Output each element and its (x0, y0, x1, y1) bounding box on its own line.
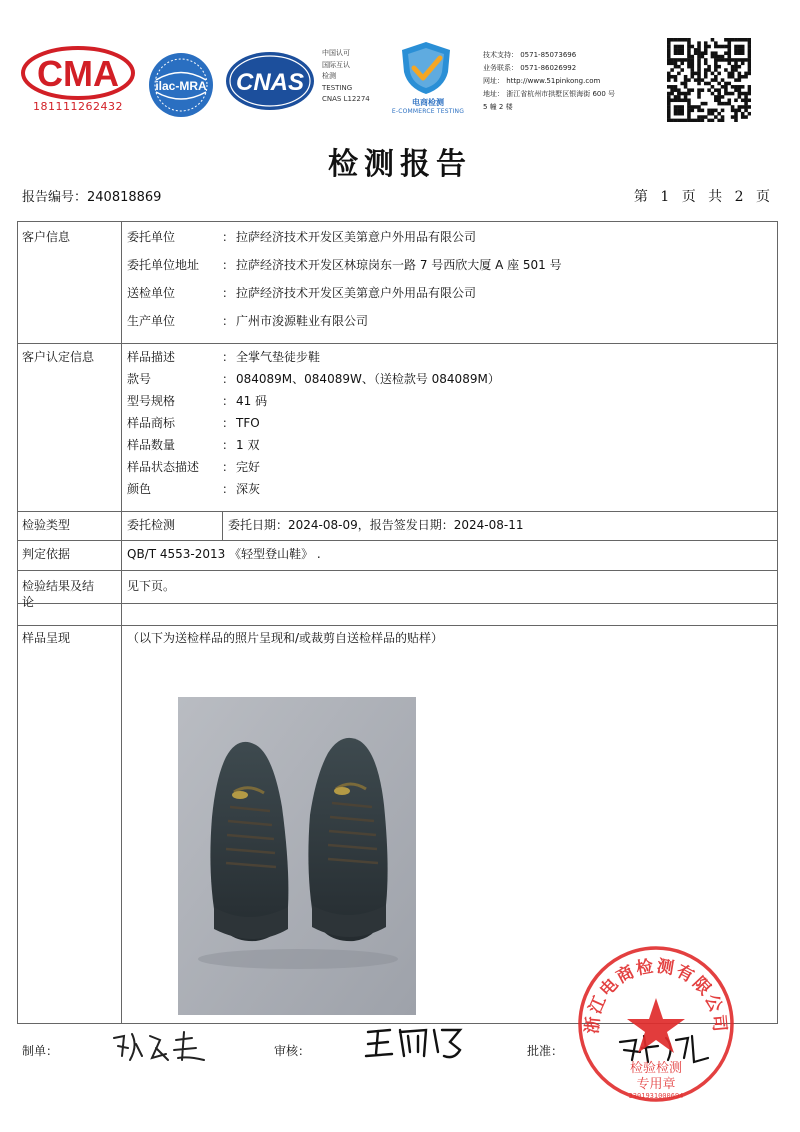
section-label-basis: 判定依据 (22, 547, 71, 561)
ecom-testing-name-en: E-COMMERCE TESTING (391, 108, 465, 115)
field-value: TFO (236, 416, 260, 430)
section-label-customer: 客户信息 (22, 230, 71, 244)
contact-address: 地址： 浙江省杭州市拱墅区银海街 600 号 (483, 90, 616, 98)
field-value: 41 码 (236, 394, 268, 408)
table-divider (17, 570, 778, 571)
page-info: 第 1 页 共 2 页 (633, 189, 774, 205)
cma-logo-text: CMA (37, 53, 119, 94)
field-colon: ： (222, 460, 235, 474)
section-label-result-line2: 论 (22, 595, 35, 609)
official-seal-stamp (576, 944, 736, 1104)
section-label-inspection-type: 检验类型 (22, 518, 71, 532)
report-number-value: 240818869 (87, 190, 162, 205)
field-colon: ： (222, 394, 235, 408)
page-title: 检测报告 (328, 147, 472, 182)
qr-code-icon (667, 38, 751, 122)
field-label: 颜色 (127, 482, 152, 496)
field-value: 拉萨经济技术开发区美第意户外用品有限公司 (236, 230, 477, 244)
contact-address-cont: 5 幢 2 楼 (483, 103, 513, 111)
svg-text:3301931000694: 3301931000694 (628, 1092, 684, 1100)
accreditation-line: 检测 (322, 72, 336, 80)
field-value: 全掌气垫徒步鞋 (236, 350, 321, 364)
field-value: 广州市浚源鞋业有限公司 (236, 314, 369, 328)
accreditation-text (322, 48, 402, 106)
field-value: 深灰 (236, 482, 261, 496)
field-colon: ： (222, 482, 235, 496)
field-colon: ： (222, 258, 235, 272)
section-label-result (22, 578, 116, 610)
cnas-logo-text: CNAS (235, 69, 305, 96)
report-number-label: 报告编号： (22, 190, 88, 205)
table-divider (17, 540, 778, 541)
field-label: 型号规格 (127, 394, 176, 408)
field-label: 样品状态描述 (127, 460, 200, 474)
field-value: 084089M、084089W、（送检款号 084089M） (236, 372, 500, 386)
svg-text:浙江电商检测有限公司: 浙江电商检测有限公司 (582, 956, 730, 1035)
accreditation-line: TESTING (322, 83, 353, 92)
reviewed-by-label: 审核： (274, 1044, 311, 1058)
field-colon: ： (222, 230, 235, 244)
cnas-logo (224, 50, 316, 112)
field-label: 样品商标 (127, 416, 176, 430)
field-colon: ： (222, 286, 235, 300)
field-label: 样品描述 (127, 350, 176, 364)
approved-by-label: 批准： (527, 1044, 564, 1058)
field-value: 完好 (236, 460, 261, 474)
contact-business: 业务联系： 0571-86026992 (483, 64, 577, 72)
field-value: 拉萨经济技术开发区美第意户外用品有限公司 (236, 286, 477, 300)
section-label-result-line1: 检验结果及结 (22, 579, 95, 593)
field-colon: ： (222, 314, 235, 328)
accreditation-line: CNAS L12274 (322, 95, 370, 103)
table-column-divider (121, 221, 122, 1024)
field-label: 委托单位地址 (127, 258, 200, 272)
svg-text:专用章: 专用章 (636, 1077, 676, 1092)
field-colon: ： (222, 416, 235, 430)
sample-photo (178, 697, 416, 1015)
field-colon: ： (222, 350, 235, 364)
ilac-mra-logo (146, 50, 216, 120)
field-label: 送检单位 (127, 286, 176, 300)
section-label-presentation: 样品呈现 (22, 631, 71, 645)
field-label: 委托单位 (127, 230, 176, 244)
basis-value: QB/T 4553-2013 《轻型登山鞋》 . (127, 547, 321, 561)
field-value: 拉萨经济技术开发区林琼岗东一路 7 号西欣大厦 A 座 501 号 (236, 258, 562, 272)
prepared-signature (108, 1026, 218, 1066)
section-label-sample: 客户认定信息 (22, 350, 95, 364)
ecom-testing-shield-icon (396, 40, 456, 96)
result-value: 见下页。 (127, 579, 176, 593)
field-label: 样品数量 (127, 438, 176, 452)
field-label: 款号 (127, 372, 152, 386)
reviewed-signature (364, 1022, 464, 1066)
table-divider (17, 625, 778, 626)
ilac-logo-text: ilac-MRA (155, 79, 207, 93)
table-divider (17, 343, 778, 344)
accreditation-line: 国际互认 (322, 60, 350, 69)
inspection-type-value: 委托检测 (127, 518, 176, 532)
field-label: 生产单位 (127, 314, 176, 328)
contact-tech-support: 技术支持： 0571-85073696 (483, 51, 577, 59)
prepared-by-label: 制单： (22, 1044, 59, 1058)
report-number (22, 186, 161, 205)
field-colon: ： (222, 438, 235, 452)
presentation-note: （以下为送检样品的照片呈现和/或裁剪自送检样品的贴样） (127, 631, 444, 645)
accreditation-line: 中国认可 (322, 49, 350, 57)
table-divider (17, 603, 778, 604)
field-colon: ： (222, 372, 235, 386)
svg-text:检验检测: 检验检测 (629, 1061, 683, 1076)
ecom-testing-name-cn: 电商检测 (412, 98, 444, 107)
field-value: 1 双 (236, 438, 260, 452)
inspection-dates: 委托日期：2024-08-09，报告签发日期：2024-08-11 (228, 518, 524, 532)
contact-info (483, 49, 663, 114)
table-divider (17, 511, 778, 512)
cma-number: 181111262432 (33, 100, 123, 113)
contact-website: 网址： http://www.51pinkong.com (483, 77, 601, 85)
